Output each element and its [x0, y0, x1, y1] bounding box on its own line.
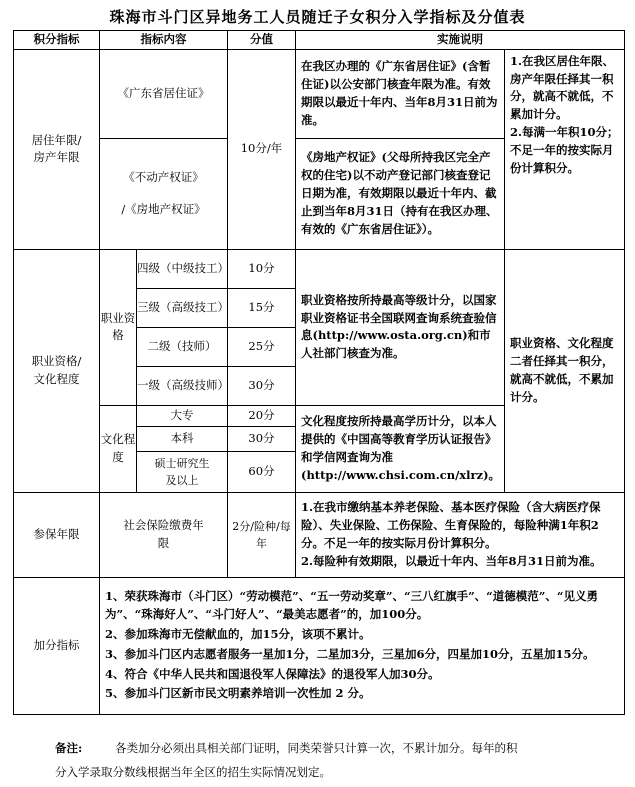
- insurance-row: [14, 492, 625, 577]
- education-expl: 文化程度按所持最高学历计分，以本人提供的《中国高等教育学历认证报告》和学信网查询为准(http://www.chsi.com.cn/xlrz)。: [296, 405, 505, 492]
- header-indicator: 积分指标: [14, 31, 100, 50]
- insurance-score: 2分/险种/每年: [228, 492, 296, 577]
- vocational-score: 30分: [228, 366, 296, 405]
- remarks-text-1: 各类加分必须出具相关部门证明，同类荣誉只计算一次，不累计加分。每年的积: [115, 741, 518, 755]
- property-expl: 《房地产权证》(父母所持我区完全产权的住宅)以不动产登记部门核查登记日期为准，有效期限以最近十年内、截止到当年8月31日（持有在我区办理、有效的《广东省居住证》）。: [296, 138, 505, 249]
- residence-rules: [505, 49, 625, 249]
- education-item: 本科: [137, 426, 228, 451]
- residence-row-1: [14, 49, 625, 138]
- property-cert-a: 《不动产权证》: [123, 170, 204, 184]
- header-content: 指标内容: [100, 31, 228, 50]
- education-score: 20分: [228, 405, 296, 426]
- education-score: 30分: [228, 426, 296, 451]
- insurance-content: 社会保险缴费年限: [100, 492, 228, 577]
- header-score: 分值: [228, 31, 296, 50]
- bonus-item: 5、参加斗门区新市民文明素养培训一次性加 2 分。: [105, 686, 371, 701]
- property-certificate: [100, 138, 228, 249]
- vocational-label: 职业资格: [100, 249, 137, 405]
- insurance-expl-2: 2.每险种有效期限，以最近十年内、当年8月31日前为准。: [301, 553, 602, 568]
- vocational-score: 25分: [228, 327, 296, 366]
- remarks-text-2: 分入学录取分数线根据当年全区的招生实际情况划定。: [55, 765, 331, 779]
- bonus-item: 4、符合《中华人民共和国退役军人保障法》的退役军人加30分。: [105, 666, 440, 681]
- property-cert-b: /《房地产权证》: [121, 201, 206, 216]
- vocational-item: 四级（中级技工）: [137, 249, 228, 288]
- vocational-score: 15分: [228, 288, 296, 327]
- education-label: 文化程度: [100, 405, 137, 492]
- insurance-expl-1: 1.在我市缴纳基本养老保险、基本医疗保险（含大病医疗保险）、失业保险、工伤保险、生育保险的，每险种满1年积2分。不足一年的按实际月份计算积分。: [301, 500, 601, 550]
- residence-score: 10分/年: [228, 49, 296, 249]
- residence-permit: 《广东省居住证》: [100, 49, 228, 138]
- education-item: 硕士研究生及以上: [137, 451, 228, 492]
- qualification-rule: 职业资格、文化程度二者任择其一积分，就高不就低，不累加计分。: [505, 249, 625, 492]
- table-header-row: [14, 31, 625, 50]
- bonus-item: 3、参加斗门区内志愿者服务一星加1分，二星加3分，三星加6分，四星加10分，五星加15分。: [105, 646, 595, 661]
- vocational-expl: 职业资格按所持最高等级计分，以国家职业资格证书全国联网查询系统查验信息(http://www.osta.org.cn)和市人社部门核查为准。: [296, 249, 505, 405]
- residence-label: 居住年限/房产年限: [14, 49, 100, 249]
- remarks: [55, 736, 615, 784]
- bonus-item: 1、荣获珠海市（斗门区）“劳动模范”、“五一劳动奖章”、“三八红旗手”、“道德模范”、“见义勇为”、“珠海好人”、“斗门好人”、“最美志愿者”的，加100分。: [105, 589, 599, 622]
- bonus-row: [14, 577, 625, 714]
- vocational-score: 10分: [228, 249, 296, 288]
- bonus-item: 2、参加珠海市无偿献血的，加15分，该项不累计。: [105, 627, 371, 641]
- education-item: 大专: [137, 405, 228, 426]
- vocational-item: 一级（高级技师）: [137, 366, 228, 405]
- vocational-item: 二级（技师）: [137, 327, 228, 366]
- qualification-label: 职业资格/文化程度: [14, 249, 100, 492]
- residence-rule-1: 1.在我区居住年限、房产年限任择其一积分，就高不就低，不累加计分。: [510, 53, 615, 122]
- vocational-item: 三级（高级技工）: [137, 288, 228, 327]
- residence-rule-2: 2.每满一年积10分；不足一年的按实际月份计算积分。: [510, 125, 619, 175]
- page-title: 珠海市斗门区异地务工人员随迁子女积分入学指标及分值表: [109, 8, 526, 26]
- bonus-label: 加分指标: [14, 577, 100, 714]
- remarks-label: 备注:: [55, 741, 83, 755]
- vocational-row-1: [14, 249, 625, 288]
- bonus-list: [100, 577, 625, 714]
- residence-permit-expl: 在我区办理的《广东省居住证》(含暂住证)以公安部门核查年限为准。有效期限以最近十年内、当年8月31日前为准。: [296, 49, 505, 138]
- header-explanation: 实施说明: [296, 31, 625, 50]
- score-table: [13, 30, 625, 715]
- insurance-expl: [296, 492, 625, 577]
- education-score: 60分: [228, 451, 296, 492]
- insurance-label: 参保年限: [14, 492, 100, 577]
